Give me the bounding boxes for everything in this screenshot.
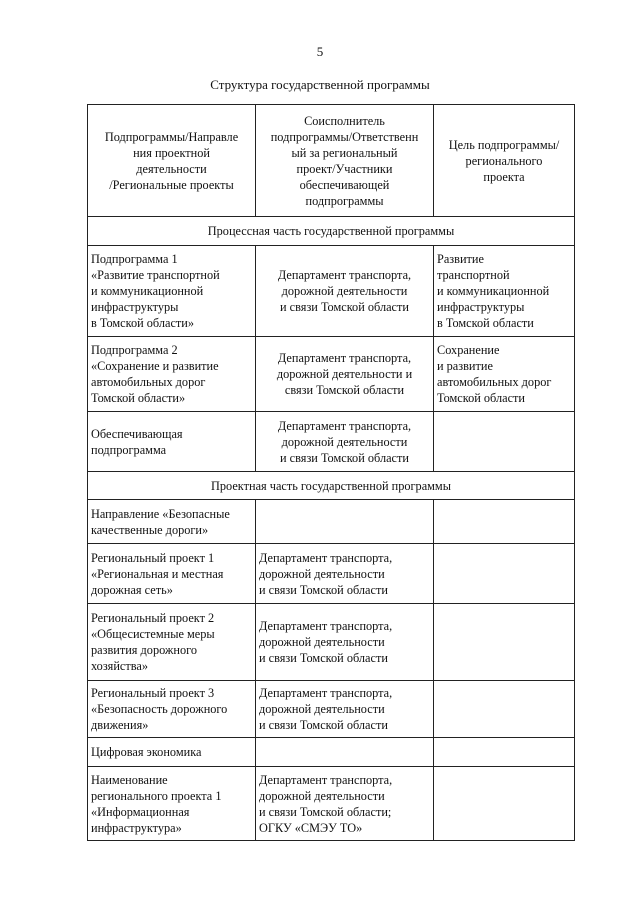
row-goal: [434, 767, 575, 841]
row-executor: [256, 500, 434, 544]
table-header-row: [88, 105, 575, 217]
table-row: [88, 681, 575, 738]
header-subprograms: Подпрограммы/Направле ния проектной деятельности /Региональные проекты: [88, 105, 256, 217]
row-executor: Департамент транспорта, дорожной деятельности и связи Томской области: [256, 681, 434, 738]
row-executor: Департамент транспорта, дорожной деятельности и связи Томской области: [256, 337, 434, 412]
page-number: 5: [316, 44, 324, 59]
row-name: Региональный проект 3 «Безопасность дорожного движения»: [88, 681, 256, 738]
row-executor: Департамент транспорта, дорожной деятельности и связи Томской области; ОГКУ «СМЭУ ТО»: [256, 767, 434, 841]
row-executor: Департамент транспорта, дорожной деятельности и связи Томской области: [256, 246, 434, 337]
document-title: Структура государственной программы: [210, 77, 430, 92]
table-row: [88, 246, 575, 337]
row-executor: Департамент транспорта, дорожной деятельности и связи Томской области: [256, 412, 434, 472]
row-executor: Департамент транспорта, дорожной деятельности и связи Томской области: [256, 544, 434, 604]
row-name: Региональный проект 1 «Региональная и местная дорожная сеть»: [88, 544, 256, 604]
row-name: Региональный проект 2 «Общесистемные меры развития дорожного хозяйства»: [88, 604, 256, 681]
section-project-label: Проектная часть государственной программы: [88, 472, 575, 500]
row-goal: [434, 500, 575, 544]
row-name: Цифровая экономика: [88, 738, 256, 767]
row-name: Направление «Безопасные качественные дороги»: [88, 500, 256, 544]
section-process-label: Процессная часть государственной программы: [88, 217, 575, 246]
table-row: [88, 337, 575, 412]
table-row: [88, 604, 575, 681]
section-row-project: [88, 472, 575, 500]
row-name: Наименование регионального проекта 1 «Информационная инфраструктура»: [88, 767, 256, 841]
table-row: [88, 738, 575, 767]
row-name: Подпрограмма 2 «Сохранение и развитие автомобильных дорог Томской области»: [88, 337, 256, 412]
row-executor: [256, 738, 434, 767]
row-goal: [434, 604, 575, 681]
header-executor: Соисполнитель подпрограммы/Ответственн ый за региональный проект/Участники обеспечивающей подпрограммы: [256, 105, 434, 217]
table-row: [88, 767, 575, 841]
row-goal: Развитие транспортной и коммуникационной инфраструктуры в Томской области: [434, 246, 575, 337]
row-name: Подпрограмма 1 «Развитие транспортной и коммуникационной инфраструктуры в Томской области»: [88, 246, 256, 337]
header-goal: Цель подпрограммы/ регионального проекта: [434, 105, 575, 217]
row-goal: [434, 738, 575, 767]
row-executor: Департамент транспорта, дорожной деятельности и связи Томской области: [256, 604, 434, 681]
row-name: Обеспечивающая подпрограмма: [88, 412, 256, 472]
row-goal: [434, 412, 575, 472]
section-row-process: [88, 217, 575, 246]
table-row: [88, 412, 575, 472]
row-goal: [434, 544, 575, 604]
program-structure-table: [87, 104, 575, 841]
row-goal: Сохранение и развитие автомобильных дорог Томской области: [434, 337, 575, 412]
table-row: [88, 500, 575, 544]
row-goal: [434, 681, 575, 738]
table-row: [88, 544, 575, 604]
